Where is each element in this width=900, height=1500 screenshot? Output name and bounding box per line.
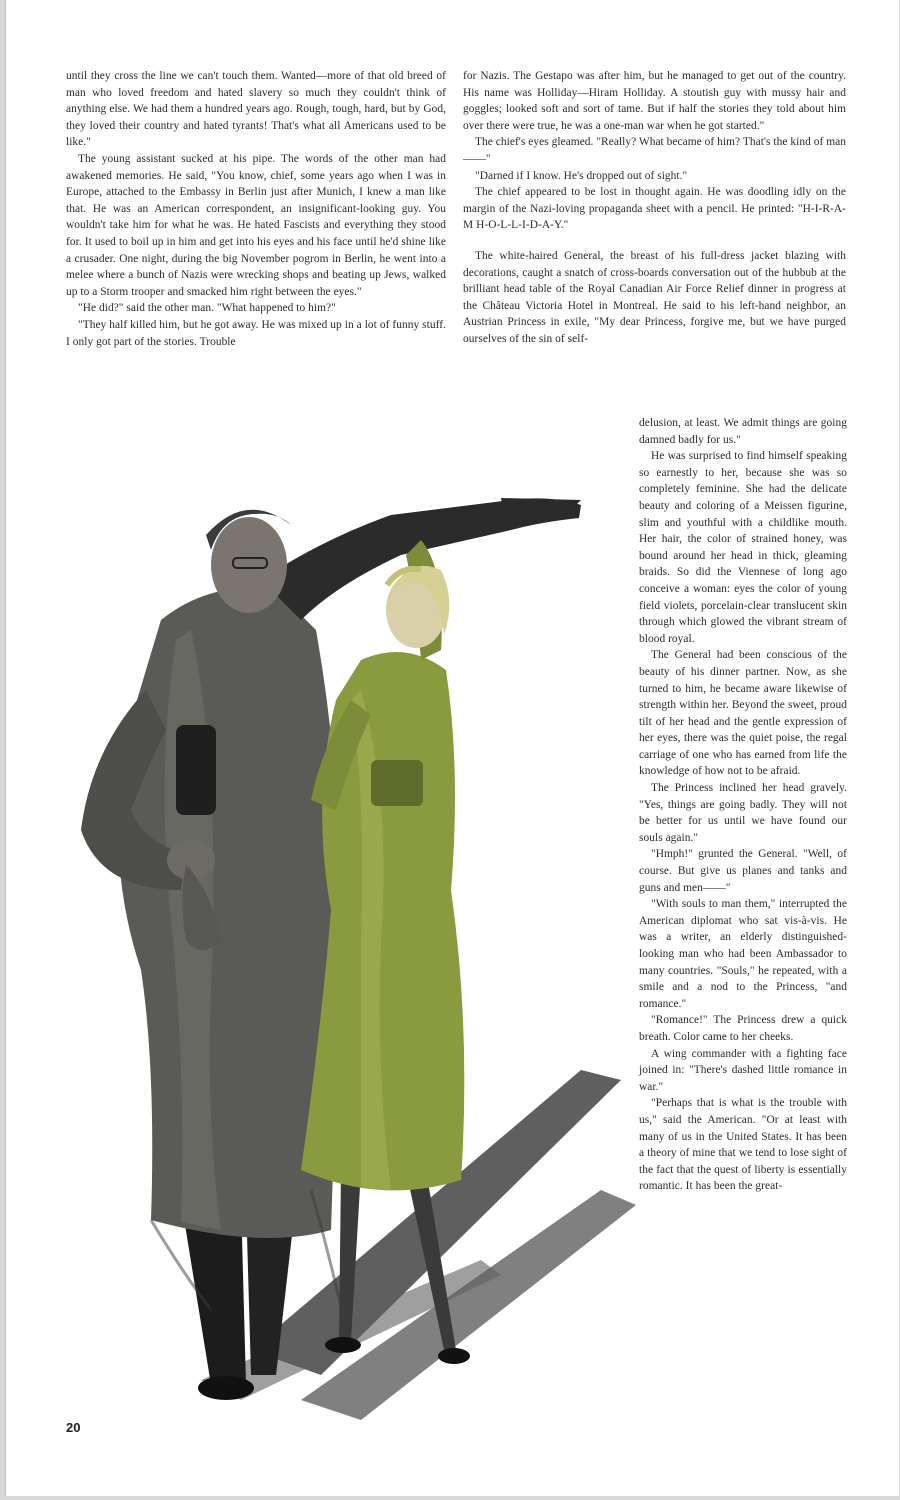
paragraph: He was surprised to find himself speaking so earnestly to her, because she was so completely feminine. She had the delicate beauty and coloring of a Meissen figurine, slim and youthful with a childlike mouth. Her hair, the color of strained honey, was bound around her head in thick, gleaming braids. So did the Viennese of long ago conceive a woman: eyes the color of young field violets, porcelain-clear translucent skin through which glowed the vibrant stream of blood royal. — [639, 450, 847, 645]
paragraph: The white-haired General, the breast of his full-dress jacket blazing with decorations, caught a snatch of cross-boards conversation out of the hubbub at the brilliant head table of the Royal Canadian Air Force Relief dinner in progress at the Château Victoria Hotel in Montreal. He said to his left-hand neighbor, an Austrian Princess in exile, "My dear Princess, forgive me, but we have purged ourselves of the sin of self- — [463, 249, 846, 345]
paragraph: "Darned if I know. He's dropped out of sight." — [475, 169, 688, 182]
paragraph: The chief's eyes gleamed. "Really? What became of him? That's the kind of man——" — [463, 136, 846, 165]
paragraph: The General had been conscious of the beauty of his dinner partner. Now, as she turned to him, he became aware likewise of strength within her. Beyond the sweet, proud tilt of her head and the gentle expression of her eyes, there was the quiet poise, the regal carriage of one who has earned from life the knowledge of how not to be afraid. — [639, 649, 847, 778]
paragraph: "Romance!" The Princess drew a quick breath. Color came to her cheeks. — [639, 1014, 847, 1043]
paragraph: "They half killed him, but he got away. He was mixed up in a lot of funny stuff. I only got part of the stories. Trouble — [66, 318, 446, 348]
paragraph: A wing commander with a fighting face joined in: "There's dashed little romance in war." — [639, 1047, 847, 1093]
paragraph: until they cross the line we can't touch them. Wanted—more of that old breed of man who loved freedom and hated slavery so much they couldn't think of anything else. We had them a hundred years ago. Rough, tough, hard, but by God, they loved their country and hated tyrants! That's what all Americans used to be like." — [66, 70, 446, 149]
paragraph: "With souls to man them," interrupted the American diplomat who sat vis-à-vis. He was a writer, an elderly distinguished-looking man who had been Ambassador to many countries. "Souls," he repeated, with a smile and a nod to the Princess, "and romance." — [639, 898, 847, 1010]
paragraph: delusion, at least. We admit things are going damned badly for us." — [639, 417, 847, 446]
magazine-page — [5, 0, 899, 1496]
paragraph: The Princess inclined her head gravely. "Yes, things are going badly. They will not be better for us until we have found our souls again." — [639, 782, 847, 844]
text-column-narrow — [639, 415, 847, 1195]
text-column-left — [66, 68, 446, 350]
paragraph: "Hmph!" grunted the General. "Well, of course. But give us planes and tanks and guns and men——" — [639, 848, 847, 894]
text-column-right — [463, 68, 846, 348]
paragraph: "Perhaps that is what is the trouble with us," said the American. "Or at least with many of us in the United States. It has been a theory of mine that we tend to lose sight of the fact that the quest of liberty is essentially romantic. It has been the great- — [639, 1097, 847, 1193]
paragraph: for Nazis. The Gestapo was after him, but he managed to get out of the country. His name was Holliday—Hiram Holliday. A stoutish guy with mussy hair and goggles; looked soft and sort of tame. But if half the stories they told about him over there were true, he was a one-man war when he got started." — [463, 70, 846, 132]
paragraph: "He did?" said the other man. "What happened to him?" — [78, 302, 336, 315]
paragraph: The young assistant sucked at his pipe. The words of the other man had awakened memories. He said, "You know, chief, some years ago when I was in Europe, attached to the Embassy in Berlin just after Munich, I knew a man like that. He was an American correspondent, an insignificant-looking guy. You wouldn't take him for what he was. He hated Fascists and everything they stood for. It used to boil up in him and get into his eyes and his face until he'd shine like a crusader. One night, during the big November pogrom in Berlin, he went into a melee where a bunch of Nazis were wrecking shops and beating up Jews, walked up to a Storm trooper and smacked him right between the eyes." — [66, 152, 446, 298]
paragraph: The chief appeared to be lost in thought again. He was doodling idly on the margin of the Nazi-loving propaganda sheet with a pencil. He printed: "H-I-R-A-M H-O-L-L-I-D-A-Y." — [463, 186, 846, 232]
story-illustration — [61, 470, 641, 1430]
page-number: 20 — [66, 1420, 81, 1435]
